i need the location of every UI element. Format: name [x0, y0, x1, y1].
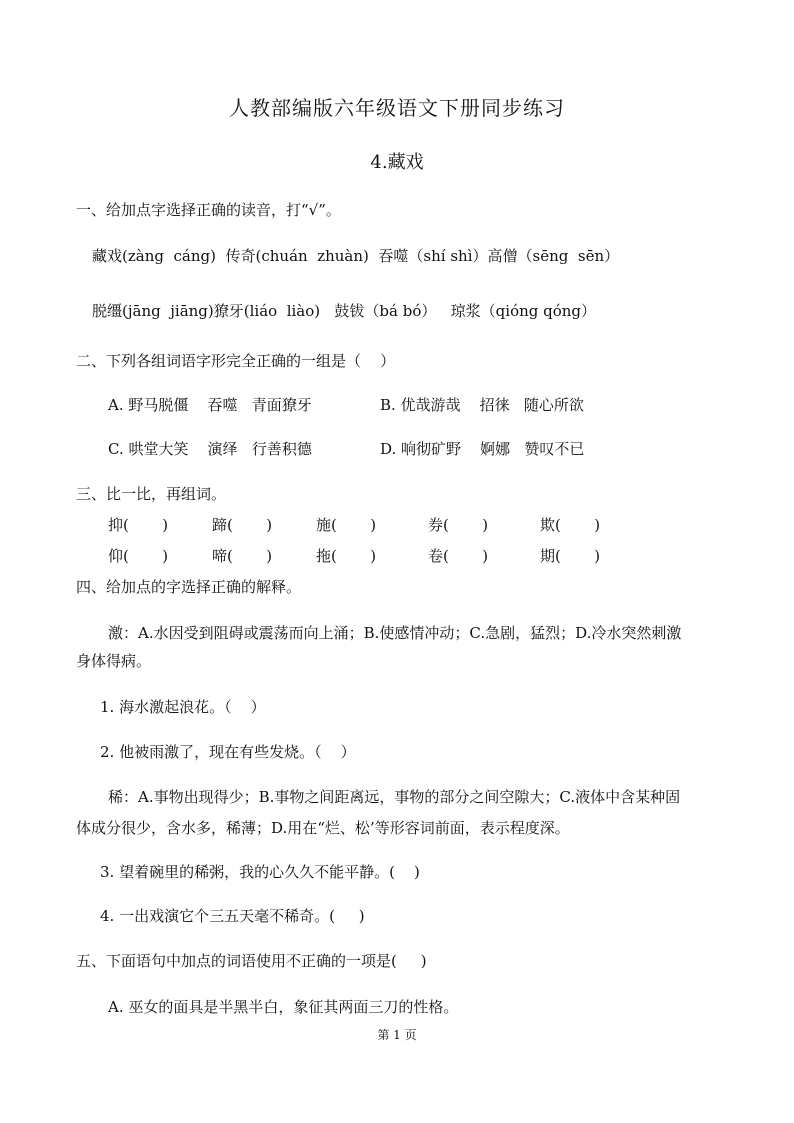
section-1-row-1: 藏戏(zàng cáng) 传奇(chuán zhuàn) 吞噬（shí shì）高僧（sēng sēn）: [92, 247, 620, 265]
section-5-option-a: A. 巫女的面具是半黑半白，象征其两面三刀的性格。: [108, 998, 459, 1016]
section-2-heading: 二、下列各组词语字形完全正确的一组是（ ）: [76, 352, 396, 370]
definition-xi-line-2: 体成分很少，含水多，稀薄；D.用在“烂、松’等形容词前面，表示程度深。: [76, 819, 570, 837]
definition-xi-line-1: 稀：A.事物出现得少；B.事物之间距离远，事物的部分之间空隙大；C.液体中含某种固: [108, 788, 681, 806]
compare-cell: 抑( ): [108, 516, 169, 534]
compare-cell: 期( ): [540, 547, 601, 565]
section-1-heading: 一、给加点字选择正确的读音，打“√”。: [76, 201, 341, 219]
question-2: 2. 他被雨激了，现在有些发烧。（ ）: [100, 743, 356, 761]
section-2-option-b: B. 优哉游哉 招徕 随心所欲: [380, 396, 584, 414]
question-3: 3. 望着碗里的稀粥，我的心久久不能平静。( ): [100, 863, 420, 881]
section-2-option-a: A. 野马脱僵 吞噬 青面獠牙: [108, 396, 312, 414]
compare-cell: 欺( ): [540, 516, 601, 534]
page-title: 人教部编版六年级语文下册同步练习: [229, 96, 565, 120]
compare-cell: 拖( ): [316, 547, 377, 565]
section-5-heading: 五、下面语句中加点的词语使用不正确的一项是( ): [76, 952, 427, 970]
compare-cell: 券( ): [428, 516, 489, 534]
compare-cell: 卷( ): [428, 547, 489, 565]
compare-cell: 施( ): [316, 516, 377, 534]
section-2-option-c: C. 哄堂大笑 演绎 行善积德: [108, 440, 312, 458]
section-4-heading: 四、给加点的字选择正确的解释。: [76, 578, 302, 596]
section-3-heading: 三、比一比，再组词。: [76, 485, 227, 503]
section-2-option-d: D. 响彻矿野 婀娜 赞叹不已: [380, 440, 585, 458]
page-number: 第 1 页: [377, 1028, 417, 1042]
question-1: 1. 海水激起浪花。（ ）: [100, 698, 266, 716]
question-4: 4. 一出戏演它个三五天毫不稀奇。( ): [100, 907, 365, 925]
compare-cell: 啼( ): [212, 547, 273, 565]
definition-ji-line-1: 激：A.水因受到阻碍或震荡而向上涌；B.使感情冲动；C.急剧，猛烈；D.冷水突然刺激: [108, 624, 682, 642]
definition-ji-line-2: 身体得病。: [76, 652, 152, 670]
compare-cell: 蹄( ): [212, 516, 273, 534]
compare-cell: 仰( ): [108, 547, 169, 565]
lesson-title: 4.藏戏: [370, 152, 424, 173]
section-1-row-2: 脱缰(jāng jiāng)獠牙(liáo liào) 鼓钹（bá bó） 琼浆（qióng qóng）: [92, 302, 597, 320]
